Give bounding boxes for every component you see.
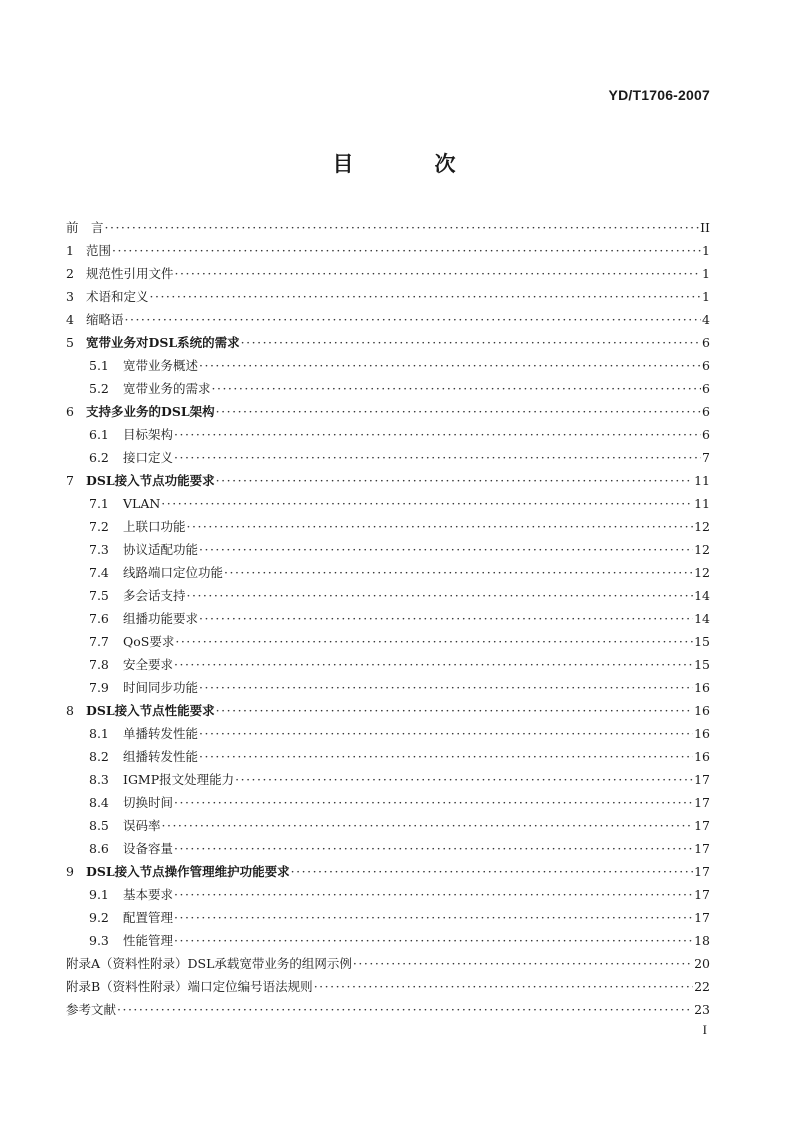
toc-leader-dots <box>174 837 693 860</box>
toc-entry-page: 4 <box>702 312 710 327</box>
toc-leader-dots <box>174 446 701 469</box>
toc-entry-number: 8.4 <box>89 795 109 810</box>
toc-entry-page: 6 <box>702 427 710 442</box>
toc-entry[interactable] <box>66 584 710 607</box>
toc-leader-dots <box>212 377 701 400</box>
toc-leader-dots <box>161 492 693 515</box>
toc-entry[interactable] <box>66 745 710 768</box>
toc-leader-dots <box>235 768 693 791</box>
toc-entry-page: 17 <box>694 910 710 925</box>
toc-entry-number: 7 <box>66 473 74 488</box>
toc-entry-number: 9.1 <box>89 887 109 902</box>
toc-entry-page: 12 <box>694 565 710 580</box>
toc-entry-page: 16 <box>694 703 710 718</box>
toc-leader-dots <box>224 561 693 584</box>
toc-entry-label: 规范性引用文件 <box>86 266 174 281</box>
toc-entry-page: II <box>700 220 710 235</box>
toc-entry-label: 宽带业务对DSL系统的需求 <box>86 335 240 350</box>
toc-entry-page: 16 <box>694 749 710 764</box>
toc-entry-page: 16 <box>694 726 710 741</box>
toc-leader-dots <box>353 952 693 975</box>
toc-leader-dots <box>125 308 701 331</box>
toc-entry[interactable] <box>66 906 710 929</box>
toc-leader-dots <box>216 699 693 722</box>
toc-entry-page: 11 <box>694 496 710 511</box>
toc-entry-page: 1 <box>702 243 710 258</box>
toc-entry-page: 17 <box>694 841 710 856</box>
toc-entry-page: 16 <box>694 680 710 695</box>
toc-leader-dots <box>175 630 693 653</box>
toc-entry-label: VLAN <box>123 496 161 511</box>
toc-entry-label: 术语和定义 <box>86 289 149 304</box>
toc-entry[interactable] <box>66 492 710 515</box>
toc-entry-label: 附录A（资料性附录）DSL承载宽带业务的组网示例 <box>66 956 352 971</box>
toc-leader-dots <box>162 814 694 837</box>
page-title: 目 次 <box>332 152 486 176</box>
toc-leader-dots <box>199 676 693 699</box>
toc-entry-label: 配置管理 <box>123 910 174 925</box>
toc-leader-dots <box>174 906 693 929</box>
toc-entry-label: DSL接入节点操作管理维护功能要求 <box>86 864 290 879</box>
toc-entry[interactable] <box>66 216 710 239</box>
toc-entry-page: 17 <box>694 795 710 810</box>
toc-entry-label: 宽带业务的需求 <box>123 381 211 396</box>
toc-entry-number: 4 <box>66 312 74 327</box>
toc-entry-number: 7.5 <box>89 588 109 603</box>
toc-leader-dots <box>199 538 693 561</box>
toc-entry-number: 8.2 <box>89 749 109 764</box>
toc-entry-label: QoS要求 <box>123 634 175 649</box>
toc-entry-page: 14 <box>694 588 710 603</box>
toc-entry-label: DSL接入节点性能要求 <box>86 703 215 718</box>
toc-leader-dots <box>187 584 694 607</box>
toc-leader-dots <box>174 653 693 676</box>
toc-entry-label: 基本要求 <box>123 887 174 902</box>
toc-entry-label: 附录B（资料性附录）端口定位编号语法规则 <box>66 979 313 994</box>
toc-entry-number: 5.2 <box>89 381 109 396</box>
toc-entry[interactable] <box>66 239 710 262</box>
toc-entry-number: 6.1 <box>89 427 109 442</box>
toc-entry[interactable] <box>66 538 710 561</box>
toc-leader-dots <box>199 354 701 377</box>
toc-entry-page: 15 <box>694 634 710 649</box>
toc-entry[interactable] <box>66 446 710 469</box>
toc-entry-page: 17 <box>694 818 710 833</box>
toc-entry-label: DSL接入节点功能要求 <box>86 473 215 488</box>
toc-leader-dots <box>187 515 694 538</box>
toc-entry-label: 参考文献 <box>66 1002 117 1017</box>
toc-leader-dots <box>199 607 693 630</box>
standard-code: YD/T1706-2007 <box>608 87 710 103</box>
table-of-contents <box>66 216 710 1021</box>
toc-entry-label: 线路端口定位功能 <box>123 565 224 580</box>
toc-leader-dots <box>174 423 701 446</box>
toc-entry-page: 14 <box>694 611 710 626</box>
toc-leader-dots <box>216 400 701 423</box>
toc-entry-label: IGMP报文处理能力 <box>123 772 235 787</box>
toc-entry[interactable] <box>66 883 710 906</box>
toc-leader-dots <box>175 262 701 285</box>
toc-leader-dots <box>150 285 701 308</box>
toc-leader-dots <box>112 239 701 262</box>
toc-entry-page: 15 <box>694 657 710 672</box>
toc-entry-page: 12 <box>694 542 710 557</box>
toc-entry[interactable] <box>66 262 710 285</box>
toc-entry-number: 9 <box>66 864 74 879</box>
toc-entry-label: 时间同步功能 <box>123 680 199 695</box>
toc-entry-number: 2 <box>66 266 74 281</box>
toc-entry[interactable] <box>66 285 710 308</box>
toc-leader-dots <box>241 331 701 354</box>
toc-entry-page: 20 <box>694 956 710 971</box>
toc-entry-number: 7.8 <box>89 657 109 672</box>
toc-entry-label: 切换时间 <box>123 795 174 810</box>
toc-entry-label: 组播转发性能 <box>123 749 199 764</box>
toc-entry-number: 7.4 <box>89 565 109 580</box>
toc-entry-label: 接口定义 <box>123 450 174 465</box>
toc-entry-label: 范围 <box>86 243 112 258</box>
toc-entry-number: 6.2 <box>89 450 109 465</box>
toc-entry-page: 12 <box>694 519 710 534</box>
toc-entry-number: 7.6 <box>89 611 109 626</box>
toc-entry-number: 8 <box>66 703 74 718</box>
toc-entry-label: 多会话支持 <box>123 588 186 603</box>
toc-entry-label: 单播转发性能 <box>123 726 199 741</box>
toc-entry-label: 目标架构 <box>123 427 174 442</box>
toc-entry[interactable] <box>66 722 710 745</box>
toc-entry-number: 1 <box>66 243 74 258</box>
toc-leader-dots <box>199 722 693 745</box>
toc-entry-label: 缩略语 <box>86 312 124 327</box>
toc-entry[interactable] <box>66 952 710 975</box>
toc-entry-number: 7.2 <box>89 519 109 534</box>
toc-entry-number: 5.1 <box>89 358 109 373</box>
toc-entry-page: 18 <box>694 933 710 948</box>
toc-entry-page: 1 <box>702 266 710 281</box>
toc-entry-page: 7 <box>702 450 710 465</box>
toc-entry-number: 7.7 <box>89 634 109 649</box>
toc-entry-label: 协议适配功能 <box>123 542 199 557</box>
toc-entry-number: 7.9 <box>89 680 109 695</box>
toc-entry-page: 22 <box>694 979 710 994</box>
toc-entry-page: 1 <box>702 289 710 304</box>
toc-entry-label: 设备容量 <box>123 841 174 856</box>
toc-entry-page: 6 <box>702 335 710 350</box>
toc-entry-number: 8.3 <box>89 772 109 787</box>
toc-entry[interactable] <box>66 354 710 377</box>
toc-entry-page: 6 <box>702 381 710 396</box>
toc-entry[interactable] <box>66 653 710 676</box>
toc-entry[interactable] <box>66 699 710 722</box>
toc-entry-label: 宽带业务概述 <box>123 358 199 373</box>
toc-entry[interactable] <box>66 814 710 837</box>
toc-entry-label: 误码率 <box>123 818 161 833</box>
toc-entry[interactable] <box>66 998 710 1021</box>
toc-leader-dots <box>199 745 693 768</box>
toc-leader-dots <box>174 791 693 814</box>
toc-entry-number: 8.5 <box>89 818 109 833</box>
toc-entry[interactable] <box>66 308 710 331</box>
toc-entry-number: 9.3 <box>89 933 109 948</box>
toc-leader-dots <box>314 975 693 998</box>
toc-entry-page: 11 <box>694 473 710 488</box>
page-number: I <box>702 1022 707 1037</box>
toc-entry-number: 8.1 <box>89 726 109 741</box>
toc-entry[interactable] <box>66 515 710 538</box>
toc-entry[interactable] <box>66 331 710 354</box>
toc-entry[interactable] <box>66 607 710 630</box>
toc-entry-number: 3 <box>66 289 74 304</box>
toc-entry-number: 9.2 <box>89 910 109 925</box>
toc-entry[interactable] <box>66 423 710 446</box>
toc-entry-label: 组播功能要求 <box>123 611 199 626</box>
toc-entry-number: 8.6 <box>89 841 109 856</box>
toc-entry-label: 前 言 <box>66 220 104 235</box>
toc-entry[interactable] <box>66 377 710 400</box>
toc-entry-page: 17 <box>694 887 710 902</box>
toc-entry-label: 性能管理 <box>123 933 174 948</box>
toc-entry-page: 17 <box>694 864 710 879</box>
toc-entry[interactable] <box>66 768 710 791</box>
toc-entry-label: 上联口功能 <box>123 519 186 534</box>
toc-leader-dots <box>174 883 693 906</box>
toc-leader-dots <box>117 998 693 1021</box>
toc-entry-page: 6 <box>702 358 710 373</box>
toc-entry-label: 安全要求 <box>123 657 174 672</box>
toc-entry[interactable] <box>66 676 710 699</box>
toc-entry[interactable] <box>66 630 710 653</box>
toc-leader-dots <box>291 860 693 883</box>
toc-entry[interactable] <box>66 469 710 492</box>
toc-entry[interactable] <box>66 791 710 814</box>
toc-entry[interactable] <box>66 837 710 860</box>
toc-entry[interactable] <box>66 400 710 423</box>
toc-entry-page: 17 <box>694 772 710 787</box>
toc-entry-label: 支持多业务的DSL架构 <box>86 404 215 419</box>
toc-entry-number: 7.1 <box>89 496 109 511</box>
toc-leader-dots <box>105 216 700 239</box>
toc-entry[interactable] <box>66 929 710 952</box>
toc-leader-dots <box>216 469 693 492</box>
toc-entry-number: 6 <box>66 404 74 419</box>
toc-entry-page: 23 <box>694 1002 710 1017</box>
toc-entry-number: 7.3 <box>89 542 109 557</box>
toc-entry-number: 5 <box>66 335 74 350</box>
toc-entry[interactable] <box>66 561 710 584</box>
toc-entry-page: 6 <box>702 404 710 419</box>
toc-entry[interactable] <box>66 975 710 998</box>
toc-leader-dots <box>174 929 693 952</box>
toc-entry[interactable] <box>66 860 710 883</box>
